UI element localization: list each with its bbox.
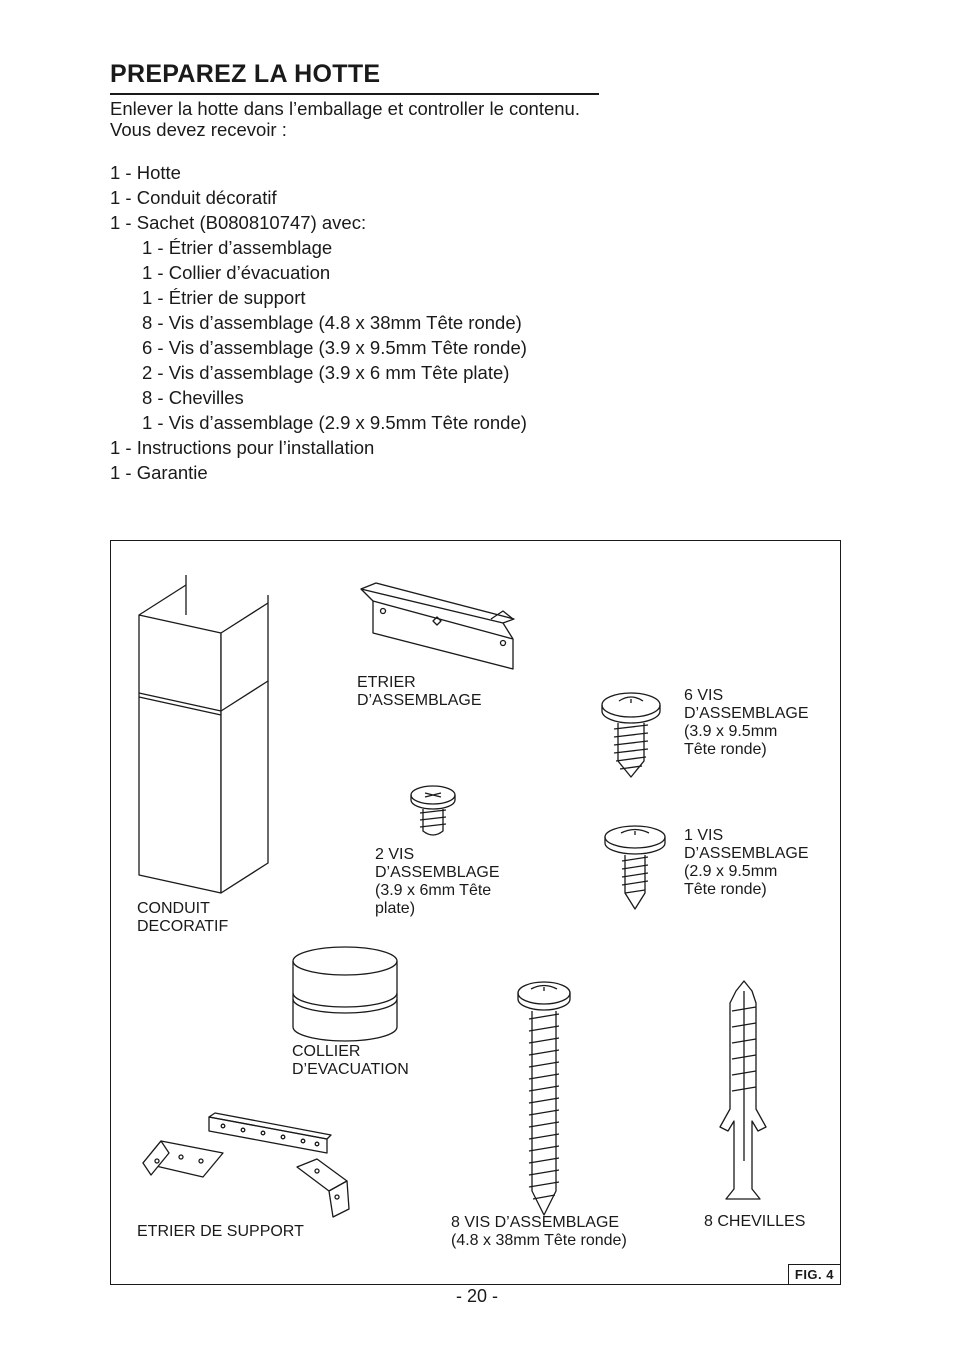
list-item: 1 - Instructions pour l’installation xyxy=(110,437,375,458)
intro-line-1: Enlever la hotte dans l’emballage et controller le contenu. xyxy=(110,98,580,119)
list-item: 1 - Sachet (B080810747) avec: xyxy=(110,212,367,233)
sub-list-item: 1 - Étrier d’assemblage xyxy=(142,237,333,258)
list-item: 1 - Garantie xyxy=(110,462,208,483)
assembly-bracket-drawing xyxy=(361,583,514,669)
list-item: 1 - Conduit décoratif xyxy=(110,187,277,208)
wall-plug-drawing xyxy=(720,981,766,1199)
page-number: - 20 - xyxy=(455,1286,498,1306)
label-screw-8: 8 VIS D’ASSEMBLAGE (4.8 x 38mm Tête ronde) xyxy=(451,1214,627,1249)
label-decorative-duct: CONDUIT DECORATIF xyxy=(137,900,229,935)
sub-list-item: 1 - Étrier de support xyxy=(142,287,306,308)
list-item: 1 - Hotte xyxy=(110,162,181,183)
label-assembly-bracket-line2: D’ASSEMBLAGE xyxy=(357,692,482,709)
label-assembly-bracket xyxy=(357,674,481,710)
page-title: PREPAREZ LA HOTTE xyxy=(110,60,381,88)
screw-2-drawing xyxy=(411,786,455,835)
label-support-bracket: ETRIER DE SUPPORT xyxy=(137,1223,304,1240)
sub-list-item: 2 - Vis d’assemblage (3.9 x 6 mm Tête plate) xyxy=(142,362,510,383)
contents-list xyxy=(110,160,527,485)
sub-list-item: 1 - Collier d’évacuation xyxy=(142,262,331,283)
support-bracket-drawing xyxy=(143,1113,349,1217)
screw-6-drawing xyxy=(602,693,660,777)
sub-list-item: 1 - Vis d’assemblage (2.9 x 9.5mm Tête ronde) xyxy=(142,412,527,433)
label-exhaust-collar: COLLIER D’EVACUATION xyxy=(292,1043,409,1078)
decorative-duct-drawing xyxy=(139,575,268,893)
label-wall-plugs: 8 CHEVILLES xyxy=(704,1213,806,1230)
intro-line-2: Vous devez recevoir : xyxy=(110,119,287,140)
figure-tag: FIG. 4 xyxy=(788,1264,841,1285)
figure-4 xyxy=(110,540,841,1285)
label-screw-2: 2 VIS D’ASSEMBLAGE (3.9 x 6mm Tête plate) xyxy=(375,846,500,917)
screw-8-drawing xyxy=(518,982,570,1215)
label-assembly-bracket-line1: ETRIER xyxy=(357,674,416,691)
label-screw-6: 6 VIS D’ASSEMBLAGE (3.9 x 9.5mm Tête ronde) xyxy=(684,687,809,758)
sub-list-item: 8 - Chevilles xyxy=(142,387,244,408)
exhaust-collar-drawing xyxy=(293,947,397,1041)
sub-list-item: 6 - Vis d’assemblage (3.9 x 9.5mm Tête ronde) xyxy=(142,337,527,358)
label-screw-1: 1 VIS D’ASSEMBLAGE (2.9 x 9.5mm Tête ronde) xyxy=(684,827,809,898)
title-underline xyxy=(110,93,599,95)
screw-1-drawing xyxy=(605,826,665,909)
intro-text xyxy=(110,98,610,140)
sub-list-item: 8 - Vis d’assemblage (4.8 x 38mm Tête ronde) xyxy=(142,312,522,333)
